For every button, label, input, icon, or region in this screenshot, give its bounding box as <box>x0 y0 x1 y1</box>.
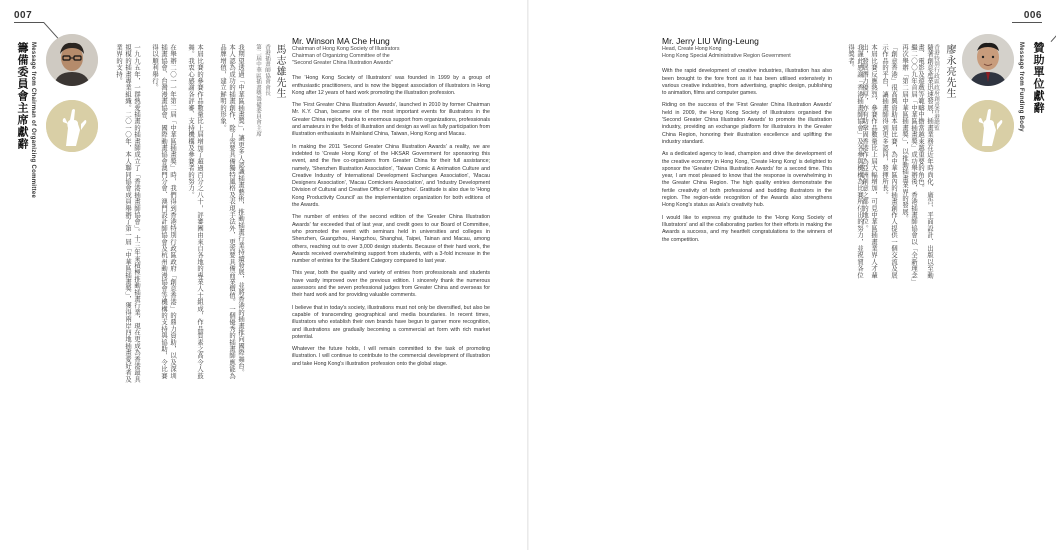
english-title-line-1-left: Chairman of Hong Kong Society of Illustrators <box>292 46 400 53</box>
corner-rule-left <box>14 22 44 23</box>
portrait-photo-icon <box>46 34 98 86</box>
chinese-text-col-e-right: 我謹此感謝「香港插畫師協會」及各參與機構為比賽所付出的努力，並祝賀各位得獎者。 <box>847 44 863 279</box>
english-message-left <box>292 38 490 373</box>
paragraph-left: I believe that in today's society, illustrations must not only be diversified, but also be capable of transcending geographical and media boundaries. In recent times, illustrators who establish their own brands have begun to garner more recognition, and illustrations are gradually becoming a commercial art form with rich market potential. <box>292 304 490 340</box>
portrait-photo-icon <box>962 34 1014 86</box>
english-title-line-1-right: Head, Create Hong Kong <box>662 46 722 53</box>
page-gutter <box>527 0 529 550</box>
english-title-left <box>292 46 490 67</box>
english-name-right: Mr. Jerry LIU Wing-Leung <box>662 36 759 46</box>
page-number-left: 007 <box>14 10 33 21</box>
english-title-line-2-left: Chairman of Organizing Committee of the <box>292 53 390 60</box>
paragraph-left: In making the 2011 'Second Greater China Illustration Awards' a reality, we are indebted to 'Create Hong Kong' of the HKSAR Government for sponsoring this event, and the five co-organizers from Greater China for their full assistance; namely, 'Shenzhen Illustration Association', 'Taiwan Comic & Animation Culture and Creative Industry of International Development Exchanges Association', 'Macau Designers Association', 'Macau Comickers Association', and 'Industry Development Division of Cultural and Creative Office of Hangzhou'. Gratitude is also due to 'Hong Kong Productivity Council' as the implementation organization for both editions of the Awards. <box>292 143 490 209</box>
heading-zh-left: 籌備委員會主席獻辭 <box>16 42 28 150</box>
chinese-text-col-a-right: 隨著創意產業迅速發展，插畫業務在近年時尚化、廣告、平面設計、出版以至動畫、電影及遊戲等範疇中擔當越來越重要的角色。 <box>917 44 933 279</box>
chinese-title-1-left: 香港插畫師協會會長 <box>264 44 270 97</box>
heading-en-right: Message from Funding Body <box>1018 42 1024 132</box>
pen-hand-emblem-icon <box>962 100 1014 152</box>
chinese-text-col-a-left: 一九九五年，一群熱愛插畫的插畫師成立了「香港插畫師協會」。十三年來積極推動插畫行業，現在更成為香港最具規模的插畫專業組織。二〇一〇年，本人聯同協會成員舉辦了第一屆「中華區插畫獎」，獲得兩岸四地插畫愛好者及業界的支持。 <box>115 44 140 383</box>
chinese-text-col-e-left: 我期望透過「中華區插畫獎」，讓更多人認識插畫藝術，推動插畫行業持續發展，並將香港的插畫推向國際舞台。 <box>237 44 244 376</box>
paragraph-right: As a dedicated agency to lead, champion and drive the development of the creative economy in Hong Kong, 'Create Hong Kong' is delighted to sponsor the 'Greater China Illustration Awards' for a second time. This year, I am most pleased to know that the response is overwhelming in the Greater China Region. The high quality entries demonstrate the fertile creativity of both professional and budding illustrators in the region. The region-wide recognition of the Awards also strengthens Hong Kong's status as Asia's creativity hub. <box>662 151 832 209</box>
paragraph-left: Whatever the future holds, I will remain committed to the task of promoting illustration. I will continue to contribute to the commercial development of illustration and take Hong Kong's illustration profession onto the global stage. <box>292 346 490 367</box>
page-number-right: 006 <box>1023 10 1042 21</box>
heading-zh-right: 贊助單位獻辭 <box>1032 42 1044 114</box>
chinese-text-col-c-left: 本屆比賽的參賽作品數量比上屆增加了超過百分之八十，評審團由來自各地的專業人士組成，作品質素之高令人鼓舞。我衷心感謝各評審、支持機構及參賽者的努力。 <box>187 44 203 379</box>
chinese-title-1-right: 香港特別行政區政府創意香港總監 <box>933 44 939 131</box>
chinese-text-col-d-right: 本屆比賽反應熱烈，參賽作品數量比上屆大幅增加，可見中華區插畫業界人才輩出，發展潛力優厚，亦有助鞏固香港作為亞洲創意之都的地位。 <box>861 44 877 279</box>
chinese-name-right: 廖永亮先生 <box>944 44 955 99</box>
society-emblem-right <box>962 100 1014 152</box>
chinese-text-col-b-left: 在舉辦二〇一一年第二屆「中華區插畫獎」時，我們得到香港特別行政區政府「創意香港」的鼎力資助，以及深圳插畫協會、台灣漫畫協會、國際動畫協會澳門分會、澳門設計師協會及杭州動漫協會等機構的支持與協助，令比賽得以順利舉行。 <box>151 44 176 379</box>
paragraph-left: The 'First Greater China Illustration Awards', launched in 2010 by former Chairman Mr. K.Y. Chan, became one of the most important events for illustrators in the Greater China region, thanks to enormous support from organizations, professionals and amateurs in the fields of illustration and design as well as fully participation from illustration enthusiasts in Mainland China, Taiwan, Hong Kong and Macau. <box>292 102 490 138</box>
chinese-title-2-left: 第二屆中華區插畫獎籌備委員會主席 <box>255 44 261 137</box>
paragraph-left: This year, both the quality and variety of entries from professionals and students have vastly improved over the previous edition. I sincerely thank the numerous assessors and the seven professional judges from Greater China and overseas for their hard work and for providing valuable comments. <box>292 270 490 299</box>
corner-diagonal-right <box>1051 22 1056 42</box>
portrait-jerry-liu <box>962 34 1014 86</box>
english-title-right <box>662 46 832 60</box>
english-title-line-3-left: "Second Greater China Illustration Awards" <box>292 60 393 67</box>
paragraph-right: I would like to express my gratitude to the 'Hong Kong Society of Illustrators' and all the collaborating parties for their efforts in making the Awards a success, and my heartfelt congratulations to the winners of the competition. <box>662 214 832 243</box>
chinese-text-col-b-right: 繼二〇〇九年首屆「中華區插畫獎」成功舉辦後，香港插畫師協會以「全新理念」再次舉辦「第二屆中華區插畫獎」，以推動插畫業界的發展。 <box>901 44 917 283</box>
paragraph-right: With the rapid development of creative industries, illustration has also been brought to the fore front as it has been utilised extensively in various creative industries, from advertising, graphic design, publishing to animation, films and computer games. <box>662 68 832 97</box>
chinese-text-col-d-left: 本人認為成功的插畫創作，除了需要具備獨特風格及表現手法外，更需要具備商業價值。一個優秀的插畫師應能為品牌增值，建立鮮明的形象。 <box>219 44 235 379</box>
portrait-winson-ma <box>46 34 98 86</box>
heading-en-left: Message from Chairman of Organizing Committee <box>30 42 36 199</box>
society-emblem-left <box>46 100 98 152</box>
paragraph-left: The 'Hong Kong Society of Illustrators' was founded in 1999 by a group of enthusiastic practitioners, and is now the biggest association of illustrators in Hong Kong after 12 years of hard work promoting the illustration profession. <box>292 75 490 96</box>
chinese-text-col-c-right: 「創意香港」很高興資助本屆比賽，為中華區內的插畫創作人提供一個交流及展示作品的平台，讓插畫師得到更多認同，發揮所長。 <box>881 44 897 279</box>
pen-hand-emblem-icon <box>46 100 98 152</box>
paragraph-left: The number of entries of the second edition of the 'Greater China Illustration Awards' far exceeded that of last year, and credit goes to our Board of Committee, who promoted the event with seminars held in universities and colleges in Shenzhen, Guangzhou, Hangzhou, Shanghai, Taipei, Tainan and Macau, among others, reaching out to over 3,000 design students. Because of their hard work, the Awards received overwhelming support from students, with a 3-fold increase in the number of entries for the Student Category compared to last year. <box>292 214 490 265</box>
english-name-left: Mr. Winson MA Che Hung <box>292 36 390 46</box>
corner-rule-right <box>1012 22 1042 23</box>
english-message-right <box>662 38 832 249</box>
chinese-name-left: 馬志雄先生 <box>274 44 285 99</box>
english-title-line-2-right: Hong Kong Special Administrative Region Government <box>662 53 791 60</box>
paragraph-right: Riding on the success of the 'First Greater China Illustration Awards' held in 2009, the Hong Kong Society of Illustrators organised the 'Second Greater China Illustration Awards' to promote the illustration industry, providing an exchange platform for illustrators in the Greater China Region, honoring their illustration excellence and uplifting the industry standard. <box>662 102 832 145</box>
